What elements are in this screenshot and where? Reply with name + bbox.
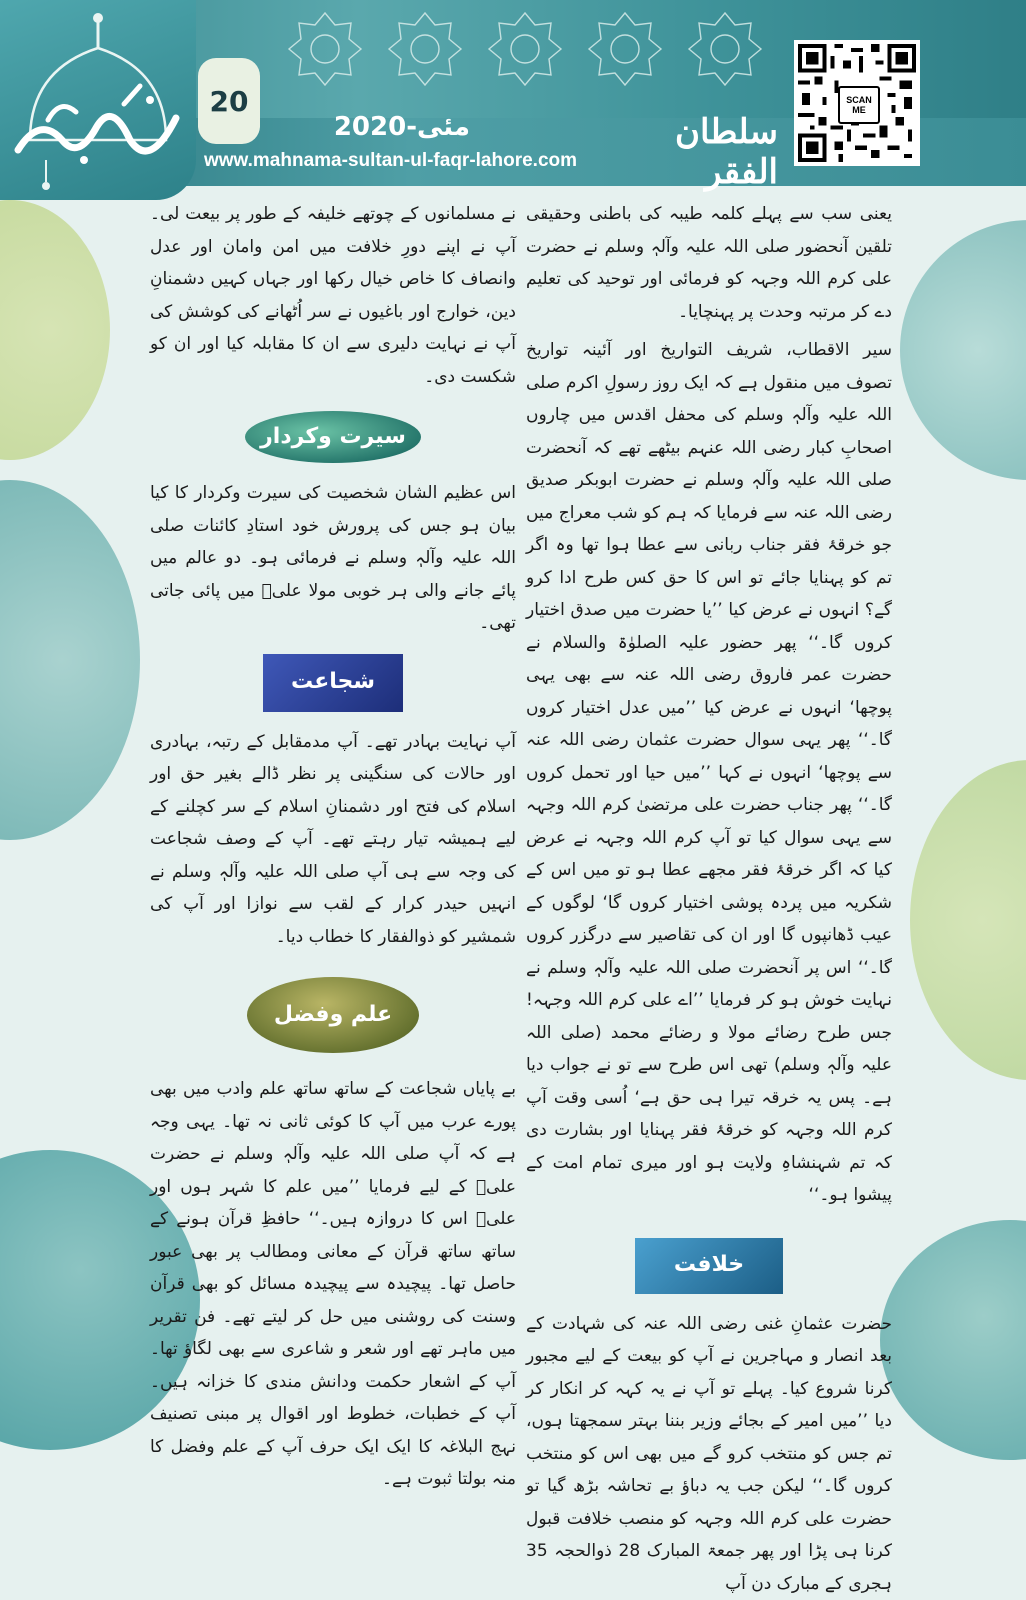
magazine-masthead: سلطان الفقر	[600, 112, 778, 174]
issue-date: مئی-2020	[340, 112, 470, 146]
ramadan-calligraphy-icon	[0, 0, 196, 200]
website-url[interactable]: www.mahnama-sultan-ul-faqr-lahore.com	[204, 150, 584, 180]
paragraph-khirqa-e-faqr: سیر الاقطاب، شریف التواریخ اور آئینہ تواریخ تصوف میں منقول ہے کہ ایک روز رسولِ اکرم صلی اللہ علیہ وآلہٖ وسلم کی محفل اقدس میں چاروں اصحابِ کبار رضی اللہ عنہم بیٹھے تھے کہ آنحضرت صلی اللہ علیہ وآلہٖ وسلم نے حضرت ابوبکر صدیق رضی اللہ عنہ سے فرمایا کہ ہم کو شب معراج میں جو خرقۂ فقر جناب ربانی سے عطا ہوا تھا وہ اگر تم کو پہنایا جائے تو اس کا حق کس طرح ادا کرو گے؟ انہوں نے عرض کیا ’’یا حضرت میں صدق اختیار کروں گا۔‘‘ پھر حضور علیہ الصلوٰۃ والسلام نے حضرت عمر فاروق رضی اللہ عنہ سے بھی یہی پوچھا‘ انہوں نے عرض کیا ’’میں عدل اختیار کروں گا۔‘‘ پھر یہی سوال حضرت عثمان رضی اللہ عنہ سے پوچھا‘ انہوں نے کہا ’’میں حیا اور تحمل کروں گا۔‘‘ پھر جناب حضرت علی مرتضیٰ کرم اللہ وجہہ سے یہی سوال کیا تو آپ کرم اللہ وجہہ نے عرض کیا کہ اگر خرقۂ فقر مجھے عطا ہو تو میں اس کے شکریہ میں پردہ پوشی اختیار کروں گا‘ لوگوں کے عیب ڈھانپوں گا اور ان کی تقاصیر سے درگزر کروں گا۔‘‘ اس پر آنحضرت صلی اللہ علیہ وآلہٖ وسلم نے نہایت خوش ہو کر فرمایا ’’اے علی کرم اللہ وجہہ! جس طرح رضائے مولا و رضائے محمد (صلی اللہ علیہ وآلہٖ وسلم) تھی اس طرح سے تو نے جواب دیا ہے۔ پس یہ خرقہ تیرا ہی حق ہے‘ اُسی وقت آپ کرم اللہ وجہہ کو خرقۂ فقر پہنایا اور بشارت دی کہ تم شہنشاہِ ولایت ہو اور میری تمام امت کے پیشوا ہو۔‘‘	[526, 334, 892, 1212]
paragraph-seerat: اس عظیم الشان شخصیت کی سیرت وکردار کا کیا بیان ہو جس کی پرورش خود استادِ کائنات صلی اللہ علیہ وآلہٖ وسلم نے فرمائی ہو۔ دو عالم میں پائے جانے والی ہر خوبی مولا علیؓ میں پائی جاتی تھی۔	[150, 477, 516, 640]
paragraph-shujaat: آپ نہایت بہادر تھے۔ آپ مدمقابل کے رتبہ، بہادری اور حالات کی سنگینی پر نظر ڈالے بغیر حق اور اسلام کی فتح اور دشمنانِ اسلام کے سر کچلنے کے لیے ہمیشہ تیار رہتے تھے۔ آپ کے وصف شجاعت کی وجہ سے ہی آپ صلی اللہ علیہ وآلہٖ وسلم نے انہیں حیدر کرار کے لقب سے نوازا اور آپ کی شمشیر کو ذوالفقار کا خطاب دیا۔	[150, 726, 516, 954]
paragraph-khilafat: حضرت عثمانِ غنی رضی اللہ عنہ کی شہادت کے بعد انصار و مہاجرین نے آپ کو بیعت کے لیے مجبور کرنا شروع کیا۔ پہلے تو آپ نے یہ کہہ کر انکار کر دیا ’’میں امیر کے بجائے وزیر بننا بہتر سمجھتا ہوں، تم جس کو منتخب کرو گے میں بھی اس کو منتخب کروں گا۔‘‘ لیکن جب یہ دباؤ بے تحاشہ بڑھ گیا تو حضرت علی کرم اللہ وجہہ کو منصب خلافت قبول کرنا ہی پڑا اور پھر جمعۃ المبارک 28 ذوالحجہ 35 ہجری کے مبارک دن آپ	[526, 1308, 892, 1600]
heading-khilafat: خلافت	[635, 1238, 783, 1294]
background-blob-teal-right	[900, 220, 1026, 480]
left-text-column	[150, 198, 516, 1496]
scan-me-label	[838, 86, 880, 124]
background-blob-teal-left	[0, 480, 140, 840]
right-text-column	[526, 198, 892, 1600]
heading-ilm-o-fazl: علم وفضل	[247, 977, 419, 1053]
scan-label: SCAN	[846, 95, 872, 105]
ramadan-logo	[0, 0, 196, 200]
geometric-ornament-row	[280, 6, 780, 92]
page-number-badge: 20	[198, 58, 260, 144]
paragraph-tawheed: یعنی سب سے پہلے کلمہ طیبہ کی باطنی وحقیقی تلقین آنحضور صلی اللہ علیہ وآلہٖ وسلم نے حضرت علی کرم اللہ وجہہ کو فرمائی اور توحید کی تعلیم دے کر مرتبہ وحدت پر پہنچایا۔	[526, 198, 892, 328]
background-blob-green-right	[910, 760, 1026, 1080]
page-header	[0, 0, 1026, 186]
background-blob-green-left	[0, 200, 110, 460]
heading-shujaat: شجاعت	[263, 654, 403, 712]
me-label: ME	[852, 105, 866, 115]
background-blob-bottom-right	[880, 1220, 1026, 1460]
paragraph-ilm: بے پایاں شجاعت کے ساتھ ساتھ علم وادب میں بھی پورے عرب میں آپ کا کوئی ثانی نہ تھا۔ یہی وجہ ہے کہ آپ صلی اللہ علیہ وآلہٖ وسلم نے حضرت علیؓ کے لیے فرمایا ’’میں علم کا شہر ہوں اور علیؓ اس کا دروازہ ہیں۔‘‘ حافظِ قرآن ہونے کے ساتھ ساتھ قرآن کے معانی ومطالب پر بھی عبور حاصل تھا۔ پیچیدہ سے پیچیدہ مسائل کو بھی قرآن وسنت کی روشنی میں حل کر لیتے تھے۔ فن تقریر میں ماہر تھے اور شعر و شاعری سے بھی لگاؤ تھا۔ آپ کے اشعار حکمت ودانش مندی کا خزانہ ہیں۔ آپ کے خطبات، خطوط اور اقوال پر مبنی تصنیف نہج البلاغہ کا ایک ایک حرف آپ کے علم وفضل کا منہ بولتا ثبوت ہے۔	[150, 1073, 516, 1496]
heading-seerat-o-kirdar: سیرت وکردار	[245, 411, 421, 463]
paragraph-bayat: نے مسلمانوں کے چوتھے خلیفہ کے طور پر بیعت لی۔ آپ نے اپنے دورِ خلافت میں امن وامان اور عدل وانصاف کا خاص خیال رکھا اور جہاں کہیں دشمنانِ دین، خوارج اور باغیوں نے سر اُٹھانے کی کوشش کی آپ نے نہایت دلیری سے ان کا مقابلہ کیا اور ان کو شکست دی۔	[150, 198, 516, 393]
qr-code[interactable]	[794, 40, 920, 166]
